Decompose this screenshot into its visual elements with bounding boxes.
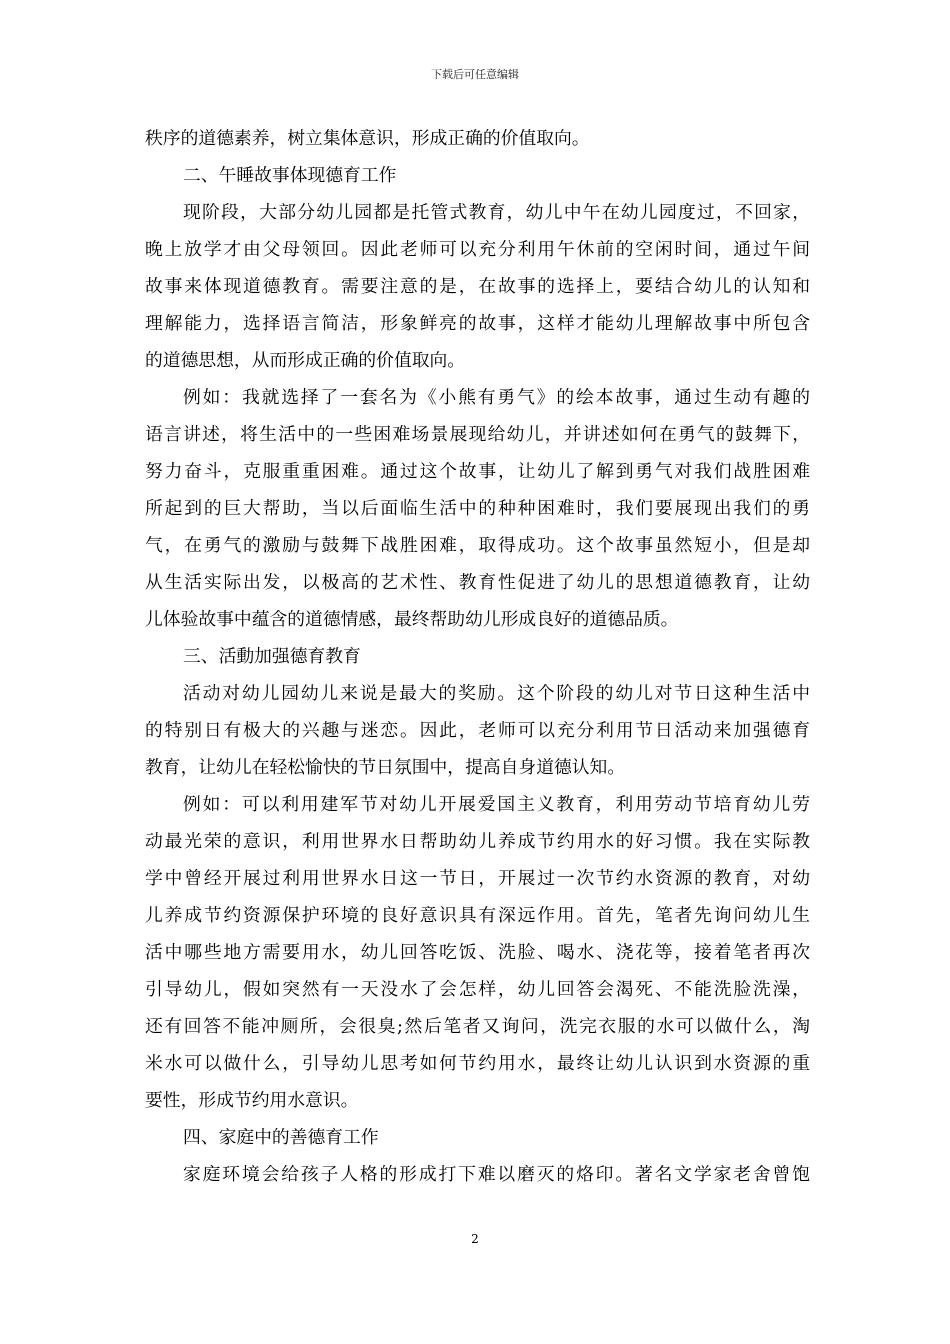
- document-body: [145, 120, 810, 1193]
- text-line: 秩序的道德素养，树立集体意识，形成正确的价值取向。: [145, 128, 590, 149]
- text-line: 的道德思想，从而形成正确的价值取向。: [145, 350, 466, 371]
- page-header: 下载后可任意编辑: [431, 68, 519, 81]
- text-line: 努力奋斗，克服重重困难。通过这个故事，让幼儿了解到勇气对我们战胜困难: [145, 461, 810, 482]
- text-line: 活动对幼儿园幼儿来说是最大的奖励。这个阶段的幼儿对节日这种生活中: [183, 683, 810, 704]
- page-number: 2: [471, 1232, 479, 1246]
- text-line: 气，在勇气的激励与鼓舞下战胜困难，取得成功。这个故事虽然短小，但是却: [145, 535, 810, 556]
- text-line: 例如：我就选择了一套名为《小熊有勇气》的绘本故事，通过生动有趣的: [183, 387, 810, 408]
- text-line: 理解能力，选择语言简洁，形象鲜亮的故事，这样才能幼儿理解故事中所包含: [145, 313, 810, 334]
- text-line: 教育，让幼儿在轻松愉快的节日氛围中，提高自身道德认知。: [145, 757, 626, 778]
- text-line: 还有回答不能冲厕所，会很臭;然后笔者又询问，洗完衣服的水可以做什么，淘: [145, 1016, 810, 1037]
- text-line: 现阶段，大部分幼儿园都是托管式教育，幼儿中午在幼儿园度过，不回家，: [183, 202, 810, 223]
- text-line: 所起到的巨大帮助，当以后面临生活中的种种困难时，我们要展现出我们的勇: [145, 498, 810, 519]
- text-line: 语言讲述，将生活中的一些困难场景展现给幼儿，并讲述如何在勇气的鼓舞下，: [145, 424, 810, 445]
- text-line: 例如：可以利用建军节对幼儿开展爱国主义教育，利用劳动节培育幼儿劳: [183, 794, 810, 815]
- text-line: 儿养成节约资源保护环境的良好意识具有深远作用。首先，笔者先询问幼儿生: [145, 905, 810, 926]
- text-line: 动最光荣的意识，利用世界水日帮助幼儿养成节约用水的好习惯。我在实际教: [145, 831, 810, 852]
- section-heading: 三、活動加强德育教育: [183, 646, 361, 667]
- text-line: 米水可以做什么，引导幼儿思考如何节约用水，最终让幼儿认识到水资源的重: [145, 1053, 810, 1074]
- text-line: 活中哪些地方需要用水，幼儿回答吃饭、洗脸、喝水、浇花等，接着笔者再次: [145, 942, 810, 963]
- text-line: 学中曾经开展过利用世界水日这一节日，开展过一次节约水资源的教育，对幼: [145, 868, 810, 889]
- text-line: 故事来体现道德教育。需要注意的是，在故事的选择上，要结合幼儿的认知和: [145, 276, 810, 297]
- text-line: 的特别日有极大的兴趣与迷恋。因此，老师可以充分利用节日活动来加强德育: [145, 720, 810, 741]
- section-heading: 二、午睡故事体现德育工作: [183, 165, 397, 186]
- text-line: 从生活实际出发，以极高的艺术性、教育性促进了幼儿的思想道德教育，让幼: [145, 572, 810, 593]
- text-line: 家庭环境会给孩子人格的形成打下难以磨灭的烙印。著名文学家老舍曾饱: [183, 1164, 810, 1185]
- text-line: 引导幼儿，假如突然有一天没水了会怎样，幼儿回答会渴死、不能洗脸洗澡，: [145, 979, 810, 1000]
- text-line: 儿体验故事中蕴含的道德情感，最终帮助幼儿形成良好的道德品质。: [145, 609, 679, 630]
- text-line: 晚上放学才由父母领回。因此老师可以充分利用午休前的空闲时间，通过午间: [145, 239, 810, 260]
- text-line: 要性，形成节约用水意识。: [145, 1090, 359, 1111]
- section-heading: 四、家庭中的善德育工作: [183, 1127, 379, 1148]
